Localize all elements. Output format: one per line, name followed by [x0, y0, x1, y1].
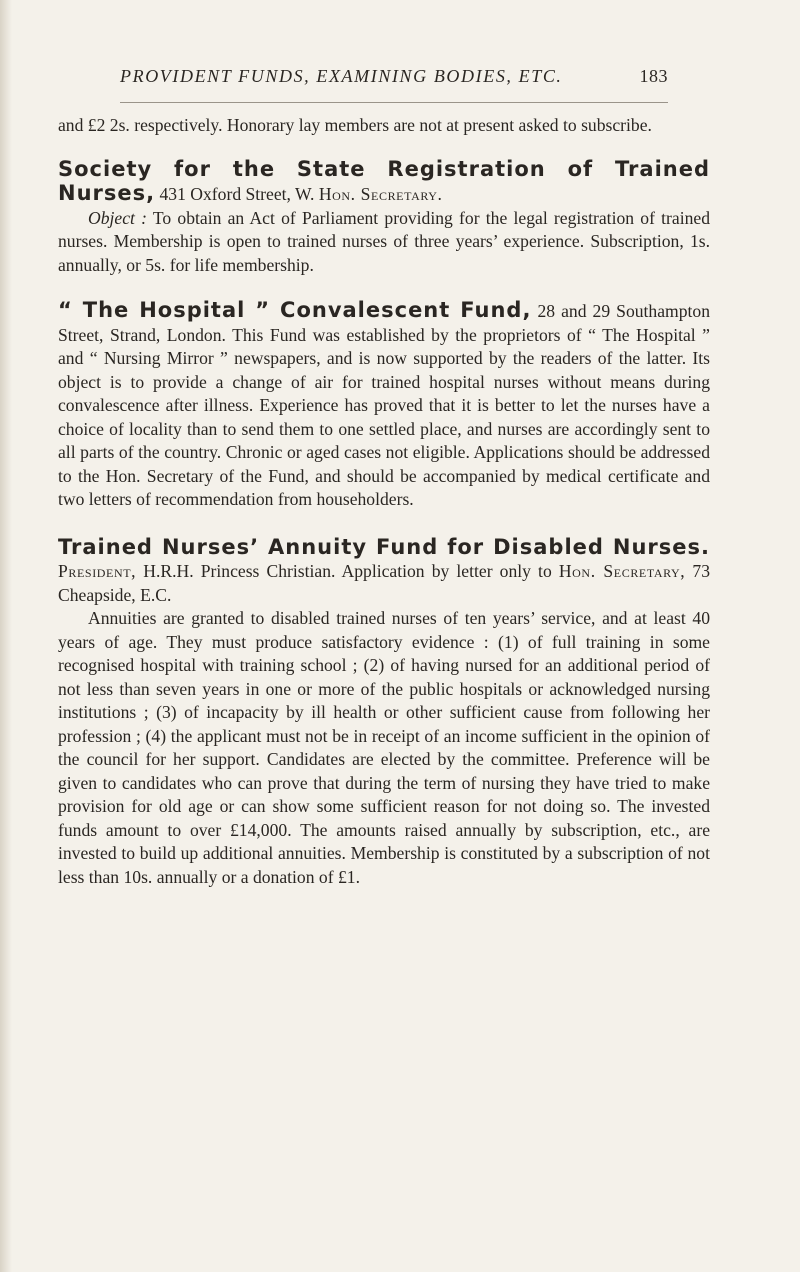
annuity-secretary-text: 73 Cheapside, E.C.: [58, 561, 711, 605]
society-object-text: To obtain an Act of Parliament providing for the legal registration of trained nurses. Membership is open to trained nurses of three years’ experience. Subscription, 1s. annually, or 5s. for life membership.: [58, 207, 710, 275]
convalescent-fund-entry: [58, 299, 710, 512]
convalescent-fund-name: “ The Hospital ” Convalescent Fund,: [58, 298, 532, 322]
society-address: 431 Oxford Street, W.: [155, 184, 319, 204]
convalescent-fund-text: 28 and 29 Southampton Street, Strand, London. This Fund was established by the proprietors of “ The Hospital ” and “ Nursing Mirror ” newspapers, and is now supported by the readers of the latter. Its object is to provide a change of air for trained hospital nurses without means during convalescence after illness. Experience has proved that it is better to let the nurses have a choice of locality than to send them to one settled place, and nurses are accordingly sent to all parts of the country. Chronic or aged cases not eligible. Applications should be addressed to the Hon. Secretary of the Fund, and should be accompanied by medical certificate and two letters of recommendation from householders.: [58, 301, 710, 509]
running-header: [120, 66, 668, 96]
intro-paragraph: and £2 2s. respectively. Honorary lay members are not at present asked to subscribe.: [58, 115, 652, 135]
annuity-fund-name: Trained Nurses’ Annuity Fund for Disabled Nurses.: [58, 534, 710, 559]
header-rule: [120, 102, 668, 103]
society-name: Society for the State Registration of Trained Nurses,: [58, 156, 710, 205]
society-officer: Hon. Secretary.: [318, 184, 443, 204]
body-text: [58, 114, 710, 889]
society-object: [58, 207, 710, 278]
annuity-fund-details: Annuities are granted to disabled trained nurses of ten years’ service, and at least 40 years of age. They must produce satisfactory evidence : (1) of full training in some recognised hospital with training school ; (2) of having nursed for an additional period of not less than seven years in one or more of the public hospitals or acknowledged nursing institutions ; (3) of incapacity by ill health or other sufficient cause from following her profession ; (4) the applicant must not be in receipt of an income sufficient in the opinion of the council for her support. Candidates are elected by the committee. Preference will be given to candidates who can prove that during the term of nursing they have tried to make provision for old age or can show some sufficient reason for not doing so. The invested funds amount to over £14,000. The amounts raised annually by subscription, etc., are invested to build up additional annuities. Membership is constituted by a subscription of not less than 10s. annually or a donation of £1.: [58, 608, 710, 887]
society-object-label: Object :: [88, 207, 147, 228]
section-gap: [58, 277, 710, 299]
annuity-fund-entry: [58, 536, 710, 608]
annuity-president-label: President,: [58, 561, 137, 581]
page-spine-shadow: [0, 0, 12, 1272]
section-gap: [58, 138, 710, 158]
section-gap: [58, 512, 710, 536]
society-entry: [58, 158, 710, 207]
annuity-president-text: H.R.H. Princess Christian. Application by letter only to: [136, 561, 559, 581]
running-title: PROVIDENT FUNDS, EXAMINING BODIES, ETC.: [120, 66, 563, 86]
page-number: 183: [639, 66, 668, 86]
annuity-secretary-label: Hon. Secretary,: [558, 561, 686, 581]
